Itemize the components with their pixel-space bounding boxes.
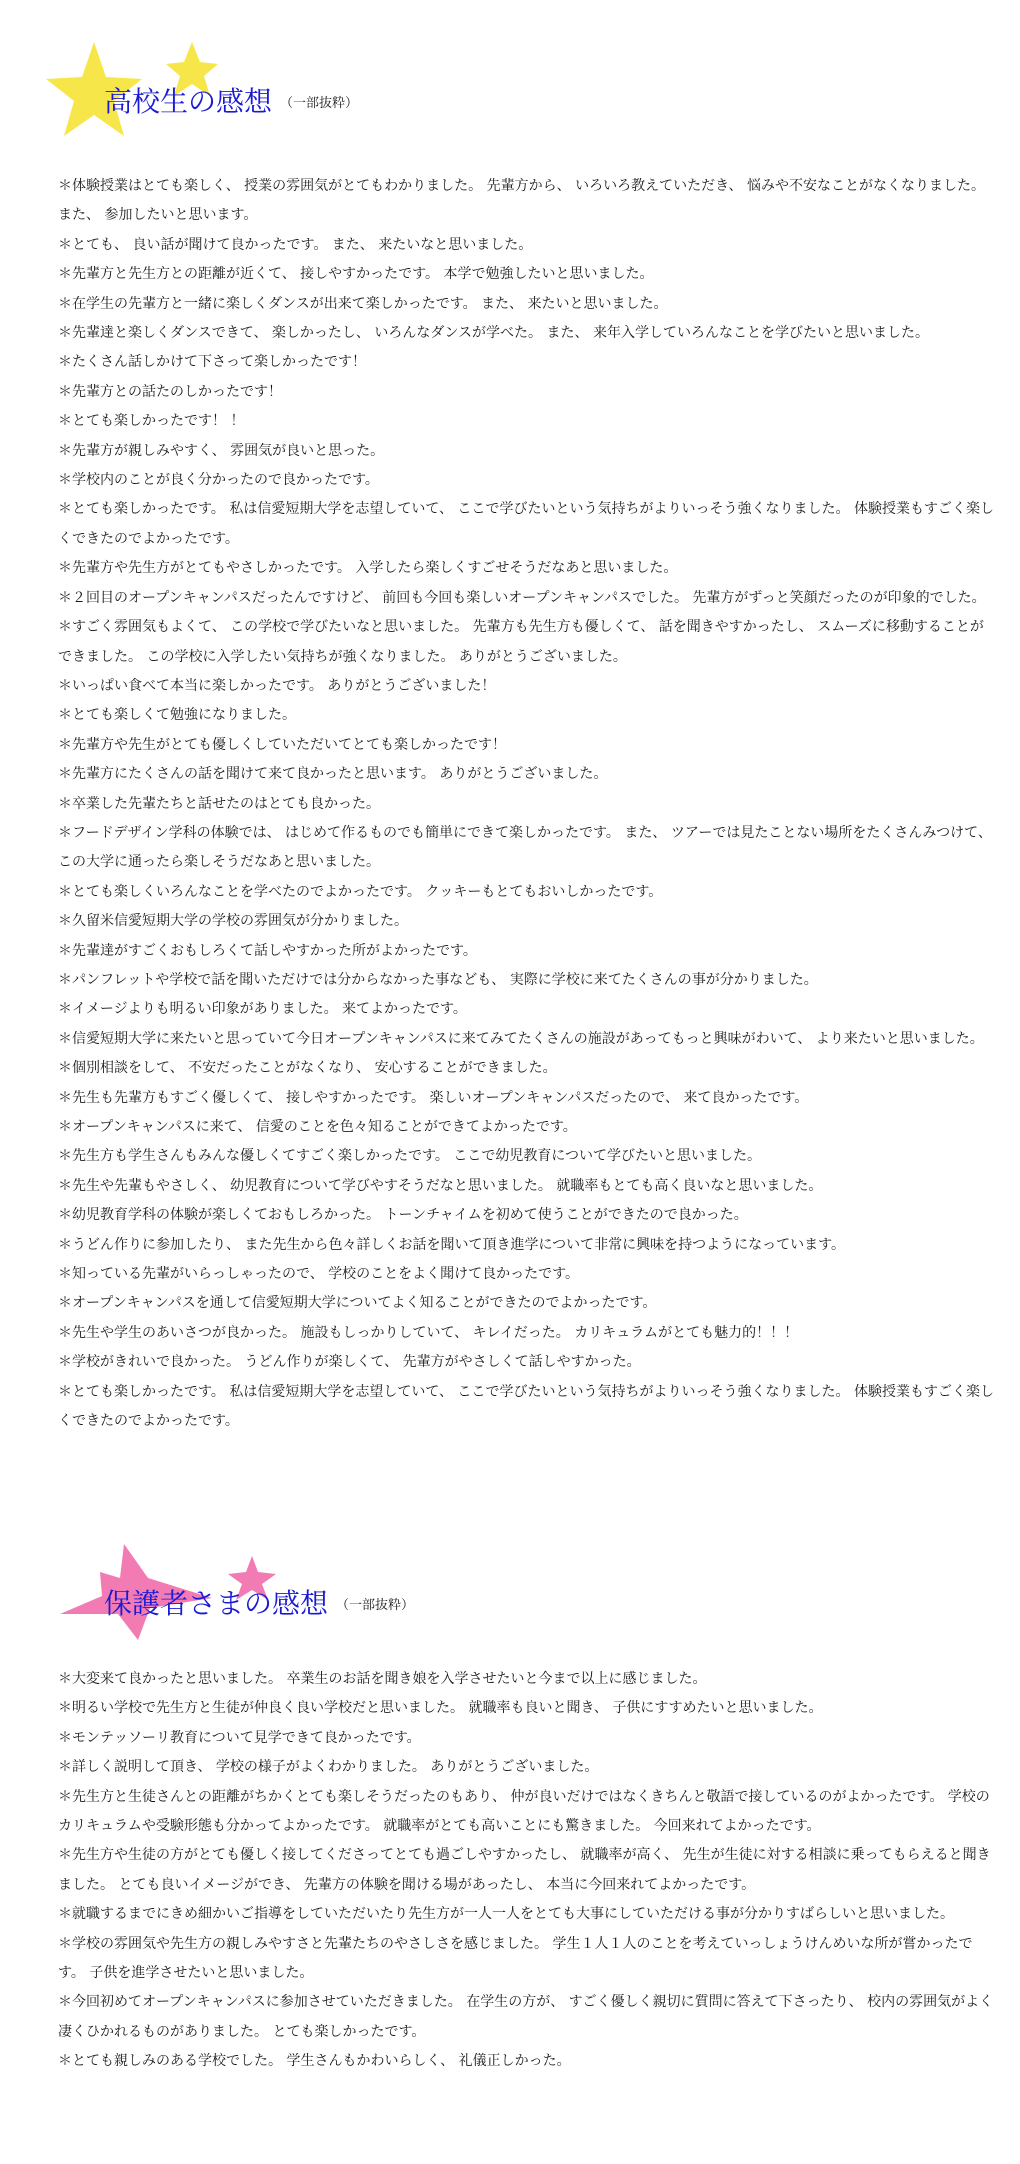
comment-item: ＊とても楽しかったです！ ！ <box>58 413 245 430</box>
comment-item: ＊先輩達と楽しくダンスできて、 楽しかったし、 いろんなダンスが学べた。 また、 来年入学していろんなことを学びたいと思いました。 <box>58 325 929 342</box>
comment-item: ＊オープンキャンパスに来て、 信愛のことを色々知ることができてよかったです。 <box>58 1119 577 1135</box>
comment-item: ＊たくさん話しかけて下さって楽しかったです！ <box>58 354 366 371</box>
comment-item: ＊卒業した先輩たちと話せたのはとても良かった。 <box>58 795 380 812</box>
comment-item: ＊学校がきれいで良かった。 うどん作りが楽しくて、 先輩方がやさしくて話しやすかった。 <box>58 1354 641 1371</box>
comment-item: ＊２回目のオープンキャンパスだったんですけど、 前回も今回も楽しいオープンキャンパスでした。 先輩方がずっと笑顔だったのが印象的でした。 <box>58 589 986 606</box>
comment-item: ＊在学生の先輩方と一緒に楽しくダンスが出来て楽しかったです。 また、 来たいと思いました。 <box>58 295 668 312</box>
parents-title: 保護者さまの感想 <box>104 1587 329 1620</box>
students-title-row <box>104 84 358 122</box>
students-comment-list <box>58 172 994 1436</box>
comment-item: ＊先輩方にたくさんの話を聞けて来て良かったと思います。 ありがとうございました。 <box>58 766 608 783</box>
students-header <box>0 0 1020 120</box>
comment-item: ＊とても楽しくて勉強になりました。 <box>58 707 296 724</box>
comment-item: ＊先生方も学生さんもみんな優しくてすごく楽しかったです。 ここで幼児教育について学びたいと思いました。 <box>58 1148 762 1165</box>
comment-item: ＊先輩方が親しみやすく、 雰囲気が良いと思った。 <box>58 442 385 459</box>
comment-item: ＊体験授業はとても楽しく、 授業の雰囲気がとてもわかりました。 先輩方から、 いろいろ教えていただき、 悩みや不安なことがなくなりました。 また、 参加したいと思います。 <box>58 178 985 224</box>
comment-item: ＊先輩方と先生方との距離が近くて、 接しやすかったです。 本学で勉強したいと思いました。 <box>58 266 654 283</box>
comment-item: ＊明るい学校で先生方と生徒が仲良く良い学校だと思いました。 就職率も良いと聞き、 子供にすすめたいと思いました。 <box>58 1700 823 1717</box>
comment-item: ＊先輩方や先生方がとてもやさしかったです。 入学したら楽しくすごせそうだなあと思いました。 <box>58 560 678 577</box>
comment-item: ＊すごく雰囲気もよくて、 この学校で学びたいなと思いました。 先輩方も先生方も優しくて、 話を聞きやすかったし、 スムーズに移動することができました。 この学校に入学したい気持ちが強くなりました。 ありがとうございました。 <box>58 619 984 665</box>
parents-note: （一部抜粋） <box>336 1598 415 1613</box>
comment-item: ＊とても親しみのある学校でした。 学生さんもかわいらしく、 礼儀正しかった。 <box>58 2053 571 2070</box>
comment-item: ＊個別相談をして、 不安だったことがなくなり、 安心することができました。 <box>58 1060 557 1077</box>
comment-item: ＊久留米信愛短期大学の学校の雰囲気が分かりました。 <box>58 913 408 930</box>
comment-item: ＊いっぱい食べて本当に楽しかったです。 ありがとうございました！ <box>58 677 496 694</box>
comment-item: ＊先生や学生のあいさつが良かった。 施設もしっかりしていて、 キレイだった。 カリキュラムがとても魅力的！！！ <box>58 1324 799 1341</box>
comment-item: ＊とても楽しかったです。 私は信愛短期大学を志望していて、 ここで学びたいという気持ちがよりいっそう強くなりました。 体験授業もすごく楽しくできたのでよかったです。 <box>58 501 994 547</box>
comment-item: ＊詳しく説明して頂き、 学校の様子がよくわかりました。 ありがとうございました。 <box>58 1759 599 1776</box>
comment-item: ＊イメージよりも明るい印象がありました。 来てよかったです。 <box>58 1001 467 1018</box>
comment-item: ＊先輩達がすごくおもしろくて話しやすかった所がよかったです。 <box>58 942 477 959</box>
comment-item: ＊とても楽しかったです。 私は信愛短期大学を志望していて、 ここで学びたいという気持ちがよりいっそう強くなりました。 体験授業もすごく楽しくできたのでよかったです。 <box>58 1383 994 1430</box>
comment-item: ＊先輩方との話たのしかったです！ <box>58 383 282 400</box>
comment-item: ＊就職するまでにきめ細かいご指導をしていただいたり先生方が一人一人をとても大事にしていただける事が分かりすばらしいと思いました。 <box>58 1906 954 1923</box>
comment-item: ＊大変来て良かったと思いました。 卒業生のお話を聞き娘を入学させたいと今まで以上に感じました。 <box>58 1671 707 1687</box>
comment-item: ＊とても、 良い話が聞けて良かったです。 また、 来たいなと思いました。 <box>58 236 533 253</box>
students-title: 高校生の感想 <box>104 85 273 118</box>
parents-comment-list <box>58 1665 994 2077</box>
comment-item: ＊うどん作りに参加したり、 また先生から色々詳しくお話を聞いて頂き進学について非常に興味を持つようになっています。 <box>58 1236 846 1253</box>
parents-section <box>0 1520 1020 2070</box>
comment-item: ＊パンフレットや学校で話を聞いただけでは分からなかった事なども、 実際に学校に来てたくさんの事が分かりました。 <box>58 971 818 988</box>
comment-item: ＊先生も先輩方もすごく優しくて、 接しやすかったです。 楽しいオープンキャンパスだったので、 来て良かったです。 <box>58 1089 809 1106</box>
comment-item: ＊学校内のことが良く分かったので良かったです。 <box>58 472 379 489</box>
comment-item: ＊知っている先輩がいらっしゃったので、 学校のことをよく聞けて良かったです。 <box>58 1266 580 1283</box>
comment-item: ＊先輩方や先生がとても優しくしていただいてとても楽しかったです！ <box>58 736 506 753</box>
comment-item: ＊信愛短期大学に来たいと思っていて今日オープンキャンパスに来てみてたくさんの施設があってもっと興味がわいて、 より来たいと思いました。 <box>58 1030 984 1047</box>
comment-item: ＊先生方と生徒さんとの距離がちかくとても楽しそうだったのもあり、 仲が良いだけではなくきちんと敬語で接しているのがよかったです。 学校のカリキュラムや受験形態も分かってよかったです。 就職率がとても高いことにも驚きました。 今回来れてよかったです。 <box>58 1788 990 1835</box>
comment-item: ＊とても楽しくいろんなことを学べたのでよかったです。 クッキーもとてもおいしかったです。 <box>58 883 663 900</box>
students-note: （一部抜粋） <box>280 96 359 111</box>
comment-item: ＊先生や先輩もやさしく、 幼児教育について学びやすそうだなと思いました。 就職率もとても高く良いなと思いました。 <box>58 1177 823 1194</box>
comment-item: ＊先生方や生徒の方がとても優しく接してくださってとても過ごしやすかったし、 就職率が高く、 先生が生徒に対する相談に乗ってもらえると聞きました。 とても良いイメージができ、 先輩方の体験を聞ける場があったし、 本当に今回来れてよかったです。 <box>58 1847 991 1893</box>
parents-header <box>0 1520 1020 1640</box>
comment-item: ＊幼児教育学科の体験が楽しくておもしろかった。 トーンチャイムを初めて使うことができたので良かった。 <box>58 1207 748 1224</box>
comment-item: ＊今回初めてオープンキャンパスに参加させていただきました。 在学生の方が、 すごく優しく親切に質問に答えて下さったり、 校内の雰囲気がよく凄くひかれるものがありました。 とても楽しかったです。 <box>58 1994 994 2040</box>
comment-item: ＊フードデザイン学科の体験では、 はじめて作るものでも簡単にできて楽しかったです。 また、 ツアーでは見たことない場所をたくさんみつけて、 この大学に通ったら楽しそうだなあと思いました。 <box>58 824 992 871</box>
comment-item: ＊モンテッソーリ教育について見学できて良かったです。 <box>58 1729 421 1746</box>
comment-item: ＊オープンキャンパスを通して信愛短期大学についてよく知ることができたのでよかったです。 <box>58 1295 657 1312</box>
comment-item: ＊学校の雰囲気や先生方の親しみやすさと先輩たちのやさしさを感じました。 学生１人１人のことを考えていっしょうけんめいな所が嘗かったです。 子供を進学させたいと思いました。 <box>58 1935 973 1982</box>
parents-title-row <box>104 1586 414 1624</box>
